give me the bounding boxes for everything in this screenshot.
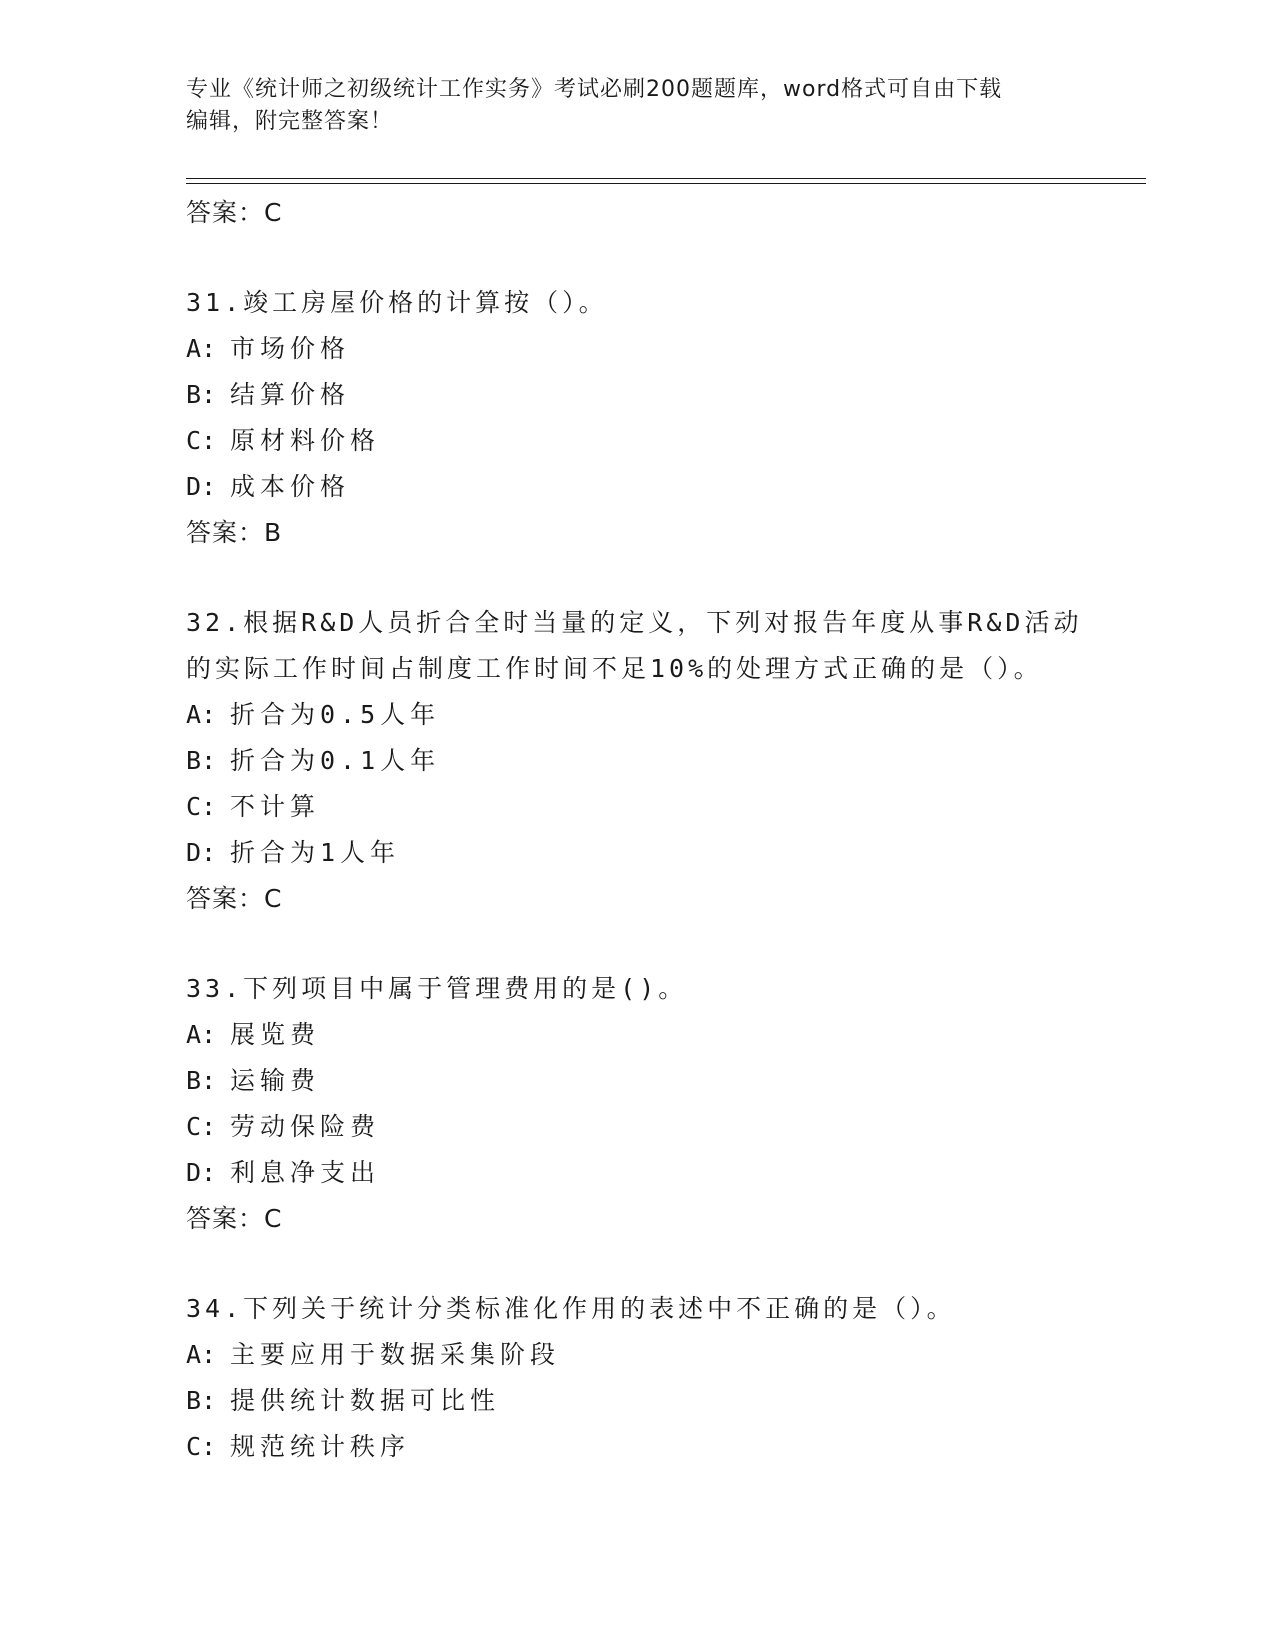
option-letter: C: [186,426,217,455]
option-c [186,1104,1146,1150]
option-text: 市场价格 [230,334,351,363]
option-c [186,784,1146,830]
option-letter: B: [186,1386,217,1415]
question-text: 33.下列项目中属于管理费用的是()。 [186,974,688,1003]
option-c [186,418,1146,464]
option-a [186,1332,1146,1378]
option-text: 折合为0.5人年 [230,700,441,729]
option-letter: C: [186,1112,217,1141]
header-rule-bottom [186,183,1146,184]
option-letter: A: [186,334,217,363]
option-b [186,1058,1146,1104]
answer: 答案：C [186,1204,283,1233]
option-text: 展览费 [230,1020,321,1049]
question-text: 的实际工作时间占制度工作时间不足10%的处理方式正确的是（）。 [186,654,1043,683]
option-text: 运输费 [230,1066,321,1095]
option-letter: A: [186,700,217,729]
option-letter: B: [186,380,217,409]
option-letter: B: [186,746,217,775]
option-text: 主要应用于数据采集阶段 [230,1340,561,1369]
option-text: 折合为1人年 [230,838,401,867]
option-letter: C: [186,792,217,821]
option-d [186,464,1146,510]
header-line-1: 专业《统计师之初级统计工作实务》考试必刷200题题库，word格式可自由下载 [186,77,1003,102]
option-a [186,1012,1146,1058]
option-b [186,738,1146,784]
option-text: 折合为0.1人年 [230,746,441,775]
option-text: 利息净支出 [230,1158,381,1187]
option-letter: D: [186,838,217,867]
option-letter: D: [186,472,217,501]
option-text: 提供统计数据可比性 [230,1386,501,1415]
question-31 [186,280,1146,556]
option-letter: B: [186,1066,217,1095]
option-letter: D: [186,1158,217,1187]
option-d [186,1150,1146,1196]
option-b [186,1378,1146,1424]
option-b [186,372,1146,418]
previous-answer: 答案：C [186,198,283,227]
option-a [186,692,1146,738]
question-34 [186,1286,1146,1470]
option-a [186,326,1146,372]
option-text: 劳动保险费 [230,1112,381,1141]
question-32 [186,600,1146,922]
option-text: 不计算 [230,792,321,821]
header-line-2: 编辑，附完整答案！ [186,109,394,134]
option-text: 规范统计秩序 [230,1432,411,1461]
answer: 答案：B [186,518,283,547]
question-list [186,190,1146,1470]
option-letter: A: [186,1340,217,1369]
option-d [186,830,1146,876]
question-33 [186,966,1146,1242]
option-text: 原材料价格 [230,426,381,455]
option-text: 成本价格 [230,472,351,501]
question-text: 34.下列关于统计分类标准化作用的表述中不正确的是（）。 [186,1294,956,1323]
header-rule-top [186,178,1146,179]
option-text: 结算价格 [230,380,351,409]
question-text: 32.根据R&D人员折合全时当量的定义，下列对报告年度从事R&D活动 [186,608,1083,637]
answer: 答案：C [186,884,283,913]
document-header [186,74,1086,138]
option-letter: A: [186,1020,217,1049]
option-letter: C: [186,1432,217,1461]
option-c [186,1424,1146,1470]
question-text: 31.竣工房屋价格的计算按（）。 [186,288,608,317]
